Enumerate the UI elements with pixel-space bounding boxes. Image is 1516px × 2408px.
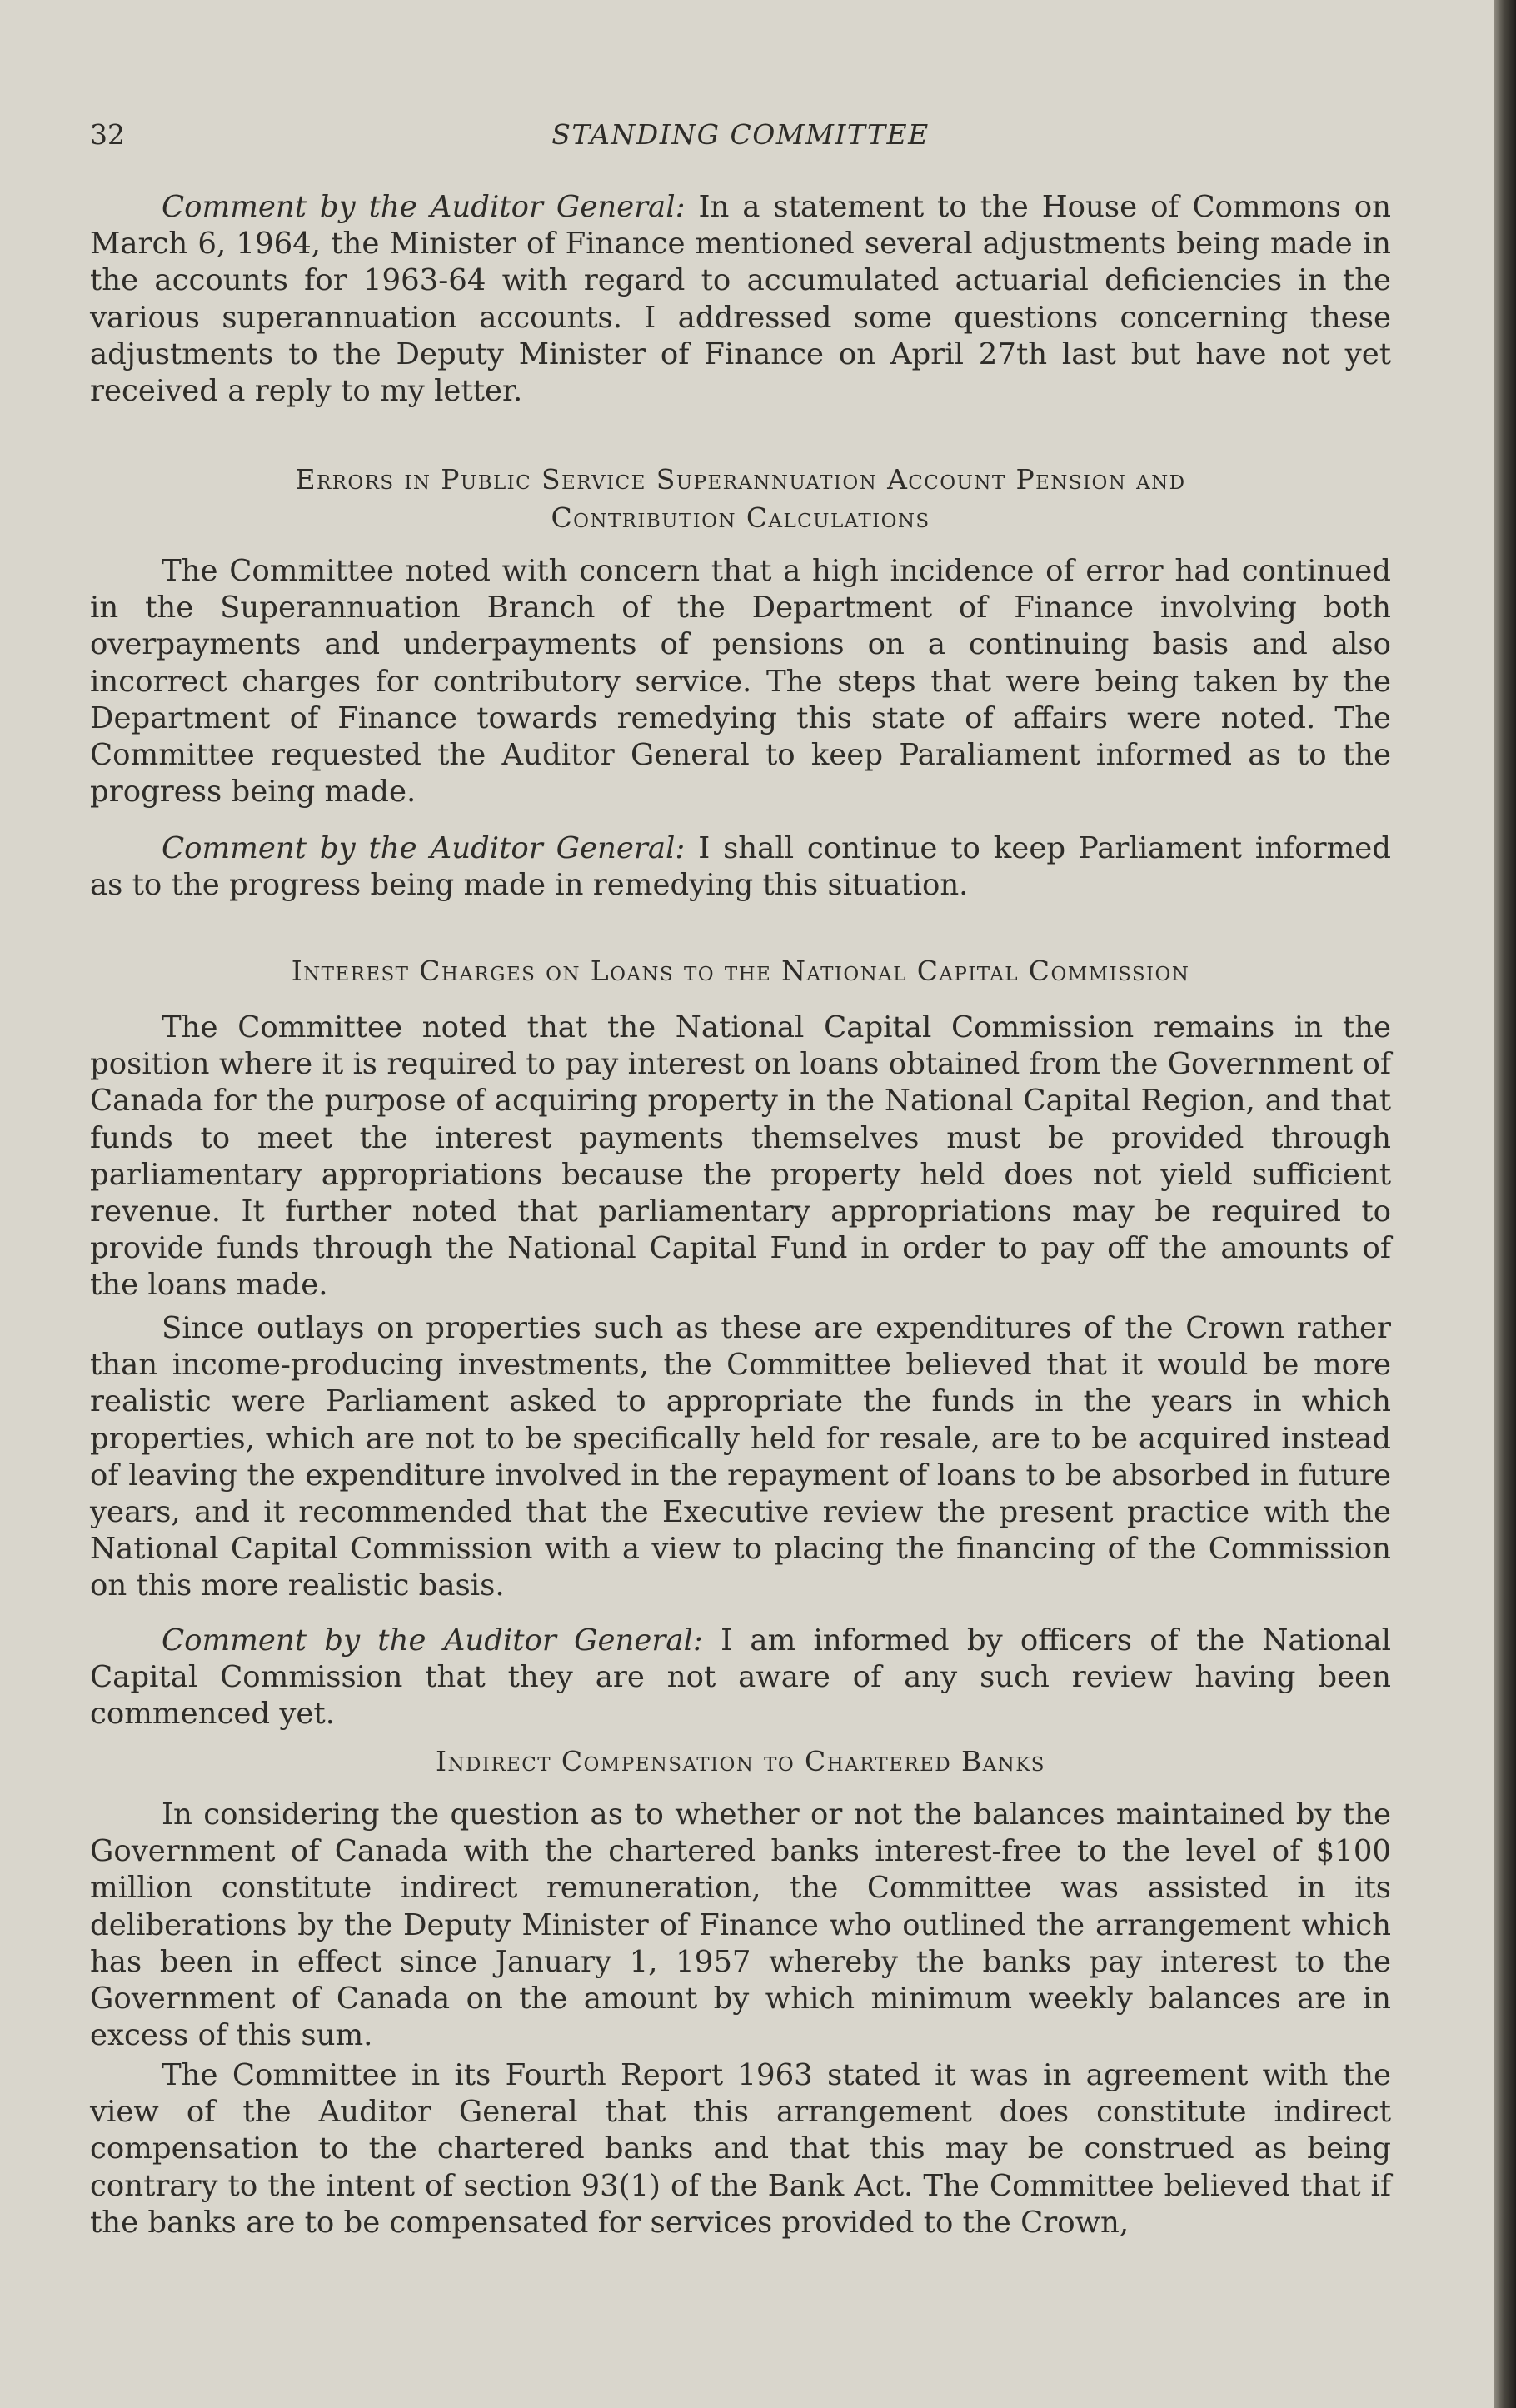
section-heading-ncc-interest: Interest Charges on Loans to the National Capital Commission xyxy=(291,955,1190,987)
paragraph-text: I am informed by officers of the National Capital Commission that they are not aware of any such review having been commenced yet. xyxy=(90,1623,1391,1732)
running-title: STANDING COMMITTEE xyxy=(551,118,930,151)
page-number: 32 xyxy=(90,118,125,151)
section-heading-chartered-banks: Indirect Compensation to Chartered Banks xyxy=(436,1745,1045,1777)
section-heading-superannuation-errors xyxy=(90,461,1391,537)
comment-lead: Comment by the Auditor General: xyxy=(162,831,686,865)
comment-lead: Comment by the Auditor General: xyxy=(162,1623,703,1658)
paragraph-fourth-report: The Committee in its Fourth Report 1963 stated it was in agreement with the view of the Auditor General that this arrangement does constitute indirect compensation to the chartered banks and that this may be construed as being contrary to the intent of section 93(1) of the Bank Act. The Committee believed that if the banks are to be compensated for services provided to the Crown, xyxy=(90,2058,1391,2240)
paragraph-auditor-comment-ncc xyxy=(90,1623,1391,1733)
binding-edge xyxy=(1494,0,1516,2408)
paragraph-auditor-comment-progress xyxy=(90,830,1391,904)
paragraph-text: In a statement to the House of Commons on March 6, 1964, the Minister of Finance mentioned several adjustments being made in the accounts for 1963-64 with regard to accumulated actuarial deficiencies in the various superannuation accounts. I addressed some questions concerning these adjustments to the Deputy Minister of Finance on April 27th last but have not yet received a reply to my letter. xyxy=(90,190,1391,409)
paragraph-ncc-interest: The Committee noted that the National Capital Commission remains in the position where it is required to pay interest on loans obtained from the Government of Canada for the purpose of acquiring property in the National Capital Region, and that funds to meet the interest payments themselves must be provided through parliamentary appropriations because the property held does not yield sufficient revenue. It further noted that parliamentary appropriations may be required to provide funds through the National Capital Fund in order to pay off the amounts of the loans made. xyxy=(90,1010,1391,1303)
comment-lead: Comment by the Auditor General: xyxy=(162,190,686,224)
paragraph-text: I shall continue to keep Parliament informed as to the progress being made in remedying this situation. xyxy=(90,831,1391,903)
section-heading-line: Errors in Public Service Superannuation Account Pension and xyxy=(295,463,1186,496)
running-head xyxy=(90,117,1391,157)
paragraph-ncc-outlays: Since outlays on properties such as these are expenditures of the Crown rather than income-producing investments, the Committee believed that it would be more realistic were Parliament asked to appropriate the funds in the years in which properties, which are not to be specifically held for resale, are to be acquired instead of leaving the expenditure involved in the repayment of loans to be absorbed in future years, and it recommended that the Executive review the present practice with the National Capital Commission with a view to placing the financing of the Commission on this more realistic basis. xyxy=(90,1311,1391,1603)
paragraph-auditor-comment-superannuation xyxy=(90,189,1391,410)
paragraph-superannuation-errors: The Committee noted with concern that a high incidence of error had continued in the Superannuation Branch of the Department of Finance involving both overpayments and underpayments of pensions on a continuing basis and also incorrect charges for contributory service. The steps that were being taken by the Department of Finance towards remedying this state of affairs were noted. The Committee requested the Auditor General to keep Paraliament informed as to the progress being made. xyxy=(90,554,1391,810)
paragraph-bank-balances: In considering the question as to whether or not the balances maintained by the Government of Canada with the chartered banks interest-free to the level of $100 million constitute indirect remuneration, the Committee was assisted in its deliberations by the Deputy Minister of Finance who outlined the arrangement which has been in effect since January 1, 1957 whereby the banks pay interest to the Government of Canada on the amount by which minimum weekly balances are in excess of this sum. xyxy=(90,1797,1391,2053)
section-heading-line: Contribution Calculations xyxy=(551,501,930,534)
